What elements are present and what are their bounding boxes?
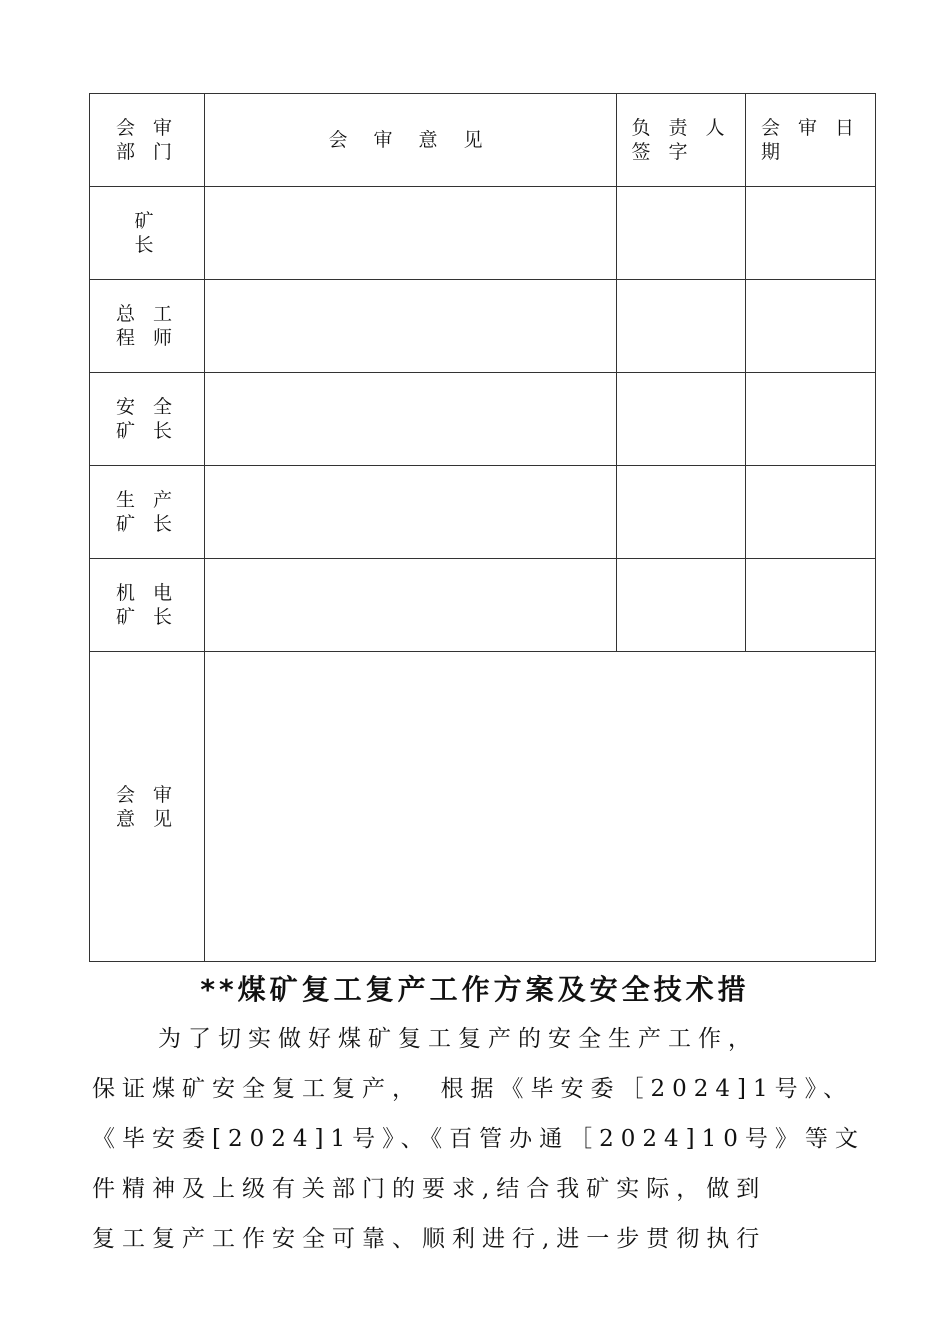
opinion-cell[interactable] <box>205 187 617 280</box>
final-opinion-label: 会 审 意 见 <box>115 783 179 830</box>
dept-cell <box>90 187 205 280</box>
final-opinion-row <box>90 652 876 962</box>
date-cell[interactable] <box>746 280 876 373</box>
table-row <box>90 466 876 559</box>
date-cell[interactable] <box>746 187 876 280</box>
opinion-cell[interactable] <box>205 466 617 559</box>
header-opinion-label: 会 审 意 见 <box>328 129 493 151</box>
date-cell[interactable] <box>746 466 876 559</box>
dept-label: 安 全 矿 长 <box>115 396 179 442</box>
document-title: **煤矿复工复产工作方案及安全技术措 <box>200 973 750 1006</box>
date-cell[interactable] <box>746 559 876 652</box>
date-cell[interactable] <box>746 373 876 466</box>
opinion-cell[interactable] <box>205 559 617 652</box>
header-date-label: 会 审 日 期 <box>760 117 861 163</box>
dept-cell <box>90 280 205 373</box>
header-signer-cell <box>617 94 746 187</box>
dept-cell <box>90 559 205 652</box>
signer-cell[interactable] <box>617 373 746 466</box>
dept-cell <box>90 373 205 466</box>
header-opinion-cell <box>205 94 617 187</box>
paragraph-line: 件精神及上级有关部门的要求,结合我矿实际，做到 <box>92 1176 767 1202</box>
paragraph-line: 复工复产工作安全可靠、顺利进行,进一步贯彻执行 <box>92 1226 767 1252</box>
header-signer-label: 负 责 人 签 字 <box>631 117 731 163</box>
paragraph-line: 《毕安委[2024]1号》、《百管办通［2024]10号》等文 <box>92 1126 865 1152</box>
review-table <box>89 93 876 962</box>
table-row <box>90 559 876 652</box>
final-label-cell <box>90 652 205 962</box>
dept-label: 生 产 矿 长 <box>115 489 179 535</box>
signer-cell[interactable] <box>617 559 746 652</box>
dept-cell <box>90 466 205 559</box>
opinion-cell[interactable] <box>205 280 617 373</box>
header-dept-label: 会 审 部 门 <box>115 117 179 163</box>
dept-label: 机 电 矿 长 <box>115 582 179 628</box>
paragraph-line: 为了切实做好煤矿复工复产的安全生产工作， <box>158 1026 758 1052</box>
dept-label: 矿 长 <box>134 210 160 256</box>
paragraph-line: 保证煤矿安全复工复产， 根据《毕安委［2024]1号》、 <box>92 1076 854 1102</box>
dept-label: 总 工 程 师 <box>115 303 179 349</box>
header-date-cell <box>746 94 876 187</box>
table-row <box>90 280 876 373</box>
table-header-row <box>90 94 876 187</box>
header-dept-cell <box>90 94 205 187</box>
table-row <box>90 373 876 466</box>
signer-cell[interactable] <box>617 466 746 559</box>
signer-cell[interactable] <box>617 280 746 373</box>
opinion-cell[interactable] <box>205 373 617 466</box>
final-opinion-cell[interactable] <box>205 652 876 962</box>
table-row <box>90 187 876 280</box>
signer-cell[interactable] <box>617 187 746 280</box>
